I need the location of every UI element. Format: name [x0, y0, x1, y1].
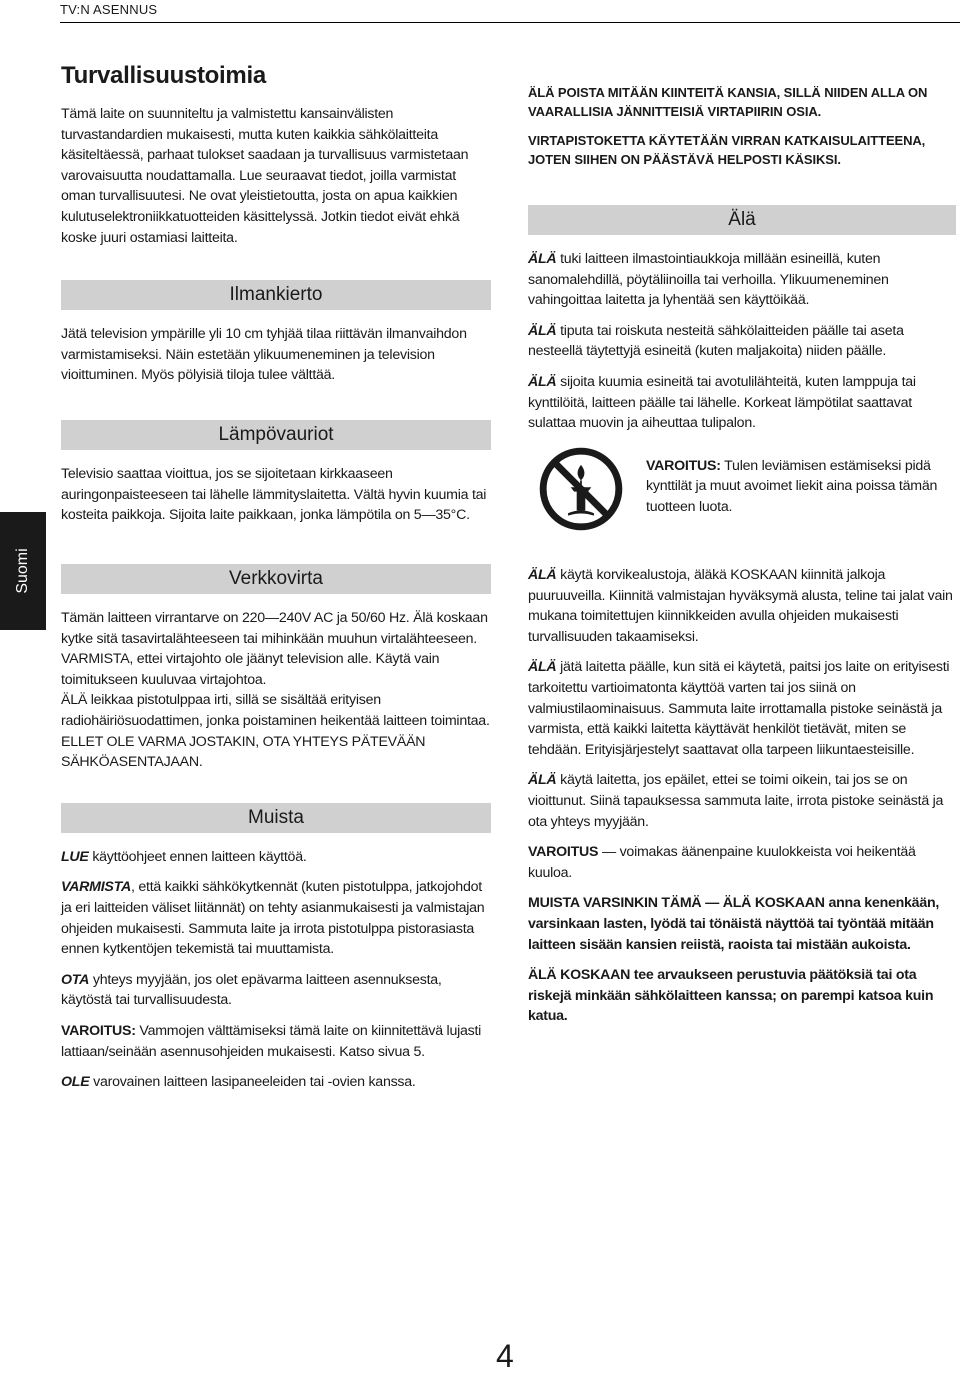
right-item-lead: VAROITUS [528, 844, 599, 861]
right-column-bottom [528, 565, 956, 1037]
muista-item [61, 847, 491, 868]
ala-item-text: tiputa tai roiskuta nesteitä sähkölaitteiden päälle tai aseta nesteellä täytettyjä esineitä (kuten maljakoita) niiden päälle. [528, 322, 904, 360]
caps-warning-1: ÄLÄ POISTA MITÄÄN KIINTEITÄ KANSIA, SILLÄ NIIDEN ALLA ON VAARALLISIA JÄNNITTEISIÄ VIRTAPIIRIN OSIA. [528, 85, 928, 119]
verkkovirta-text: Tämän laitteen virrantarve on 220—240V AC ja 50/60 Hz. Älä koskaan kytke sitä tasavirtalähteeseen tai mihinkään muuhun virtalähteeseen. VARMISTA, ettei virtajohto ole jäänyt television alle. Käytä vain toimitukseen kuuluvaa virtajohtoa. [61, 610, 488, 688]
ala-item [528, 249, 956, 311]
intro-paragraph: Tämä laite on suunniteltu ja valmistettu kansainvälisten turvastandardien mukaisesti, mutta kuten kaikkia sähkölaitteita käsiteltäessä, parhaat tulokset saadaan ja turvallisuus varmistetaan varovaisuutta noudattamalla. Lue seuraavat tiedot, joilla varmistat oman turvallisuutesi. Ne ovat yleistietoutta, josta on apua kaikkien kulutuselektroniikkatuotteiden käsittelyssä. Jotkin tiedot eivät ehkä koske juuri ostamiasi laitteita. [61, 106, 469, 246]
right-item-lead: ÄLÄ [528, 567, 557, 583]
muista-item-text: varovainen laitteen lasipaneeleiden tai -ovien kanssa. [89, 1074, 416, 1091]
muista-item [61, 877, 491, 959]
muista-item-lead: OTA [61, 971, 90, 988]
muista-item-text: yhteys myyjään, jos olet epävarma laitteen asennuksesta, käytöstä tai turvallisuudesta. [61, 971, 442, 1009]
left-column-bottom [61, 564, 491, 1103]
muista-item-text: käyttöohjeet ennen laitteen käyttöä. [88, 848, 307, 865]
muista-item-lead: LUE [61, 848, 89, 865]
no-candle-icon [538, 446, 624, 532]
muista-item-text: , että kaikki sähkökytkennät (kuten pistotulppa, jatkojohdot ja eri laitteiden väliset liitännät) on tehty asianmukaisesti ja valmistajan ohjeiden mukaisesti. Sammuta laite ja irrota pistotulppa pistorasiasta ennen kytkentöjen tekemistä tai muuttamista. [61, 879, 485, 958]
verkkovirta-text-3: ELLET OLE VARMA JOSTAKIN, OTA YHTEYS PÄTEVÄÄN SÄHKÖASENTAJAAN. [61, 733, 426, 771]
section-heading-ilmankierto: Ilmankierto [61, 280, 491, 310]
lampovauriot-text: Televisio saattaa vioittua, jos se sijoitetaan kirkkaaseen auringonpaisteeseen tai lähelle lämmityslaitetta. Vältä hyvin kuumia tai kosteita paikkoja. Sijoita laite paikkaan, jonka lämpötila on 5—35°C. [61, 465, 487, 524]
ala-item-lead: ÄLÄ [528, 373, 557, 390]
language-label: Suomi [14, 548, 31, 594]
muista-item-lead: VARMISTA [61, 879, 131, 896]
right-item-text: — voimakas äänenpaine kuulokkeista voi heikentää kuuloa. [528, 844, 916, 881]
right-column-top [528, 83, 956, 532]
language-side-tab [0, 512, 46, 630]
candle-warning [528, 446, 956, 532]
right-item-text: käytä laitetta, jos epäilet, ettei se toimi oikein, tai jos se on vioittunut. Siinä tapauksessa sammuta laite, irrota pistoke seinästä ja ota yhteys myyjään. [528, 772, 944, 830]
right-item [528, 842, 956, 883]
muista-item-text: Vammojen välttämiseksi tämä laite on kiinnitettävä lujasti lattiaan/seinään asennusohjeiden mukaisesti. Katso sivua 5. [61, 1022, 482, 1060]
bold-warning-1: MUISTA VARSINKIN TÄMÄ — ÄLÄ KOSKAAN anna kenenkään, varsinkaan lasten, lyödä tai tönäistä näyttöä tai työntää mitään laitteen sisään kansien reiistä, raoista tai mistään aukoista. [528, 895, 940, 953]
running-title: TV:N ASENNUS [60, 2, 158, 17]
page-number: 4 [496, 1338, 514, 1374]
ala-item-text: tuki laitteen ilmastointiaukkoja millään esineillä, kuten sanomalehdillä, pöytäliinoilla tai verhoilla. Ylikuumeneminen vahingoittaa laitetta ja lyhentää sen käyttöikää. [528, 251, 889, 309]
warning-lead: VAROITUS: [646, 457, 721, 474]
right-item [528, 565, 956, 647]
ala-item-lead: ÄLÄ [528, 322, 557, 339]
ala-item [528, 321, 956, 362]
right-item-text: jätä laitetta päälle, kun sitä ei käytetä, paitsi jos laite on erityisesti tarkoitettu vartioimatonta käyttöä varten tai jos siinä on valmiustilaominaisuus. Sammuta laite irrottamalla pistoke seinästä ja varmista, että kaikki laitetta käyttävät henkilöt tietävät, miten se tehdään. Erityisjärjestelyt saattavat olla tarpeen liikuntaesteisille. [528, 659, 950, 758]
muista-item [61, 1072, 491, 1093]
right-item-lead: ÄLÄ [528, 659, 557, 676]
left-column-top [61, 62, 491, 536]
muista-item [61, 970, 491, 1011]
section-heading-lampovauriot: Lämpövauriot [61, 420, 491, 450]
right-item [528, 770, 956, 832]
muista-item-lead: VAROITUS: [61, 1022, 136, 1039]
running-header [60, 0, 960, 23]
section-heading-verkkovirta: Verkkovirta [61, 564, 491, 594]
muista-item [61, 1021, 491, 1062]
ala-item [528, 372, 956, 434]
verkkovirta-text-2: ÄLÄ leikkaa pistotulppaa irti, sillä se sisältää erityisen radiohäiriösuodattimen, jonka poistaminen heikentää laitteen toimintaa. [61, 692, 490, 729]
caps-warning-2: VIRTAPISTOKETTA KÄYTETÄÄN VIRRAN KATKAISULAITTEENA, JOTEN SIIHEN ON PÄÄSTÄVÄ HELPOSTI KÄSIKSI. [528, 133, 926, 167]
ilmankierto-text: Jätä television ympärille yli 10 cm tyhjää tilaa riittävän ilmanvaihdon varmistamiseksi. Näin estetään ylikuumeneminen ja television vioittuminen. Myös pölyisiä tiloja tulee välttää. [61, 326, 467, 384]
section-heading-muista: Muista [61, 803, 491, 833]
bold-warning-2: ÄLÄ KOSKAAN tee arvaukseen perustuvia päätöksiä tai ota riskejä minkään sähkölaitteen kanssa; on parempi katsoa kuin katua. [528, 967, 934, 1025]
right-item-lead: ÄLÄ [528, 772, 557, 789]
muista-item-lead: OLE [61, 1074, 90, 1091]
page-title: Turvallisuustoimia [61, 62, 266, 89]
right-item [528, 657, 956, 760]
warning-body: Tulen leviämisen estämiseksi pidä kynttilät ja muut avoimet liekit aina poissa tämän tuotteen luota. [646, 457, 938, 515]
candle-warning-text [646, 456, 956, 518]
ala-item-lead: ÄLÄ [528, 251, 557, 267]
right-item-text: käytä korvikealustoja, äläkä KOSKAAN kiinnitä jalkoja puuruuveilla. Kiinnitä valmistajan hyväksymä alusta, teline tai jalat vain mukana toimitettujen kiinnikkeiden avulla ohjeiden mukaisesti turvallisuuden takaamiseksi. [528, 567, 953, 645]
ala-item-text: sijoita kuumia esineitä tai avotulilähteitä, kuten lamppuja tai kynttilöitä, laitteen päälle tai lähelle. Korkeat lämpötilat saattavat sulattaa muovin ja aiheuttaa tulipalon. [528, 373, 916, 432]
section-heading-ala: Älä [528, 205, 956, 235]
